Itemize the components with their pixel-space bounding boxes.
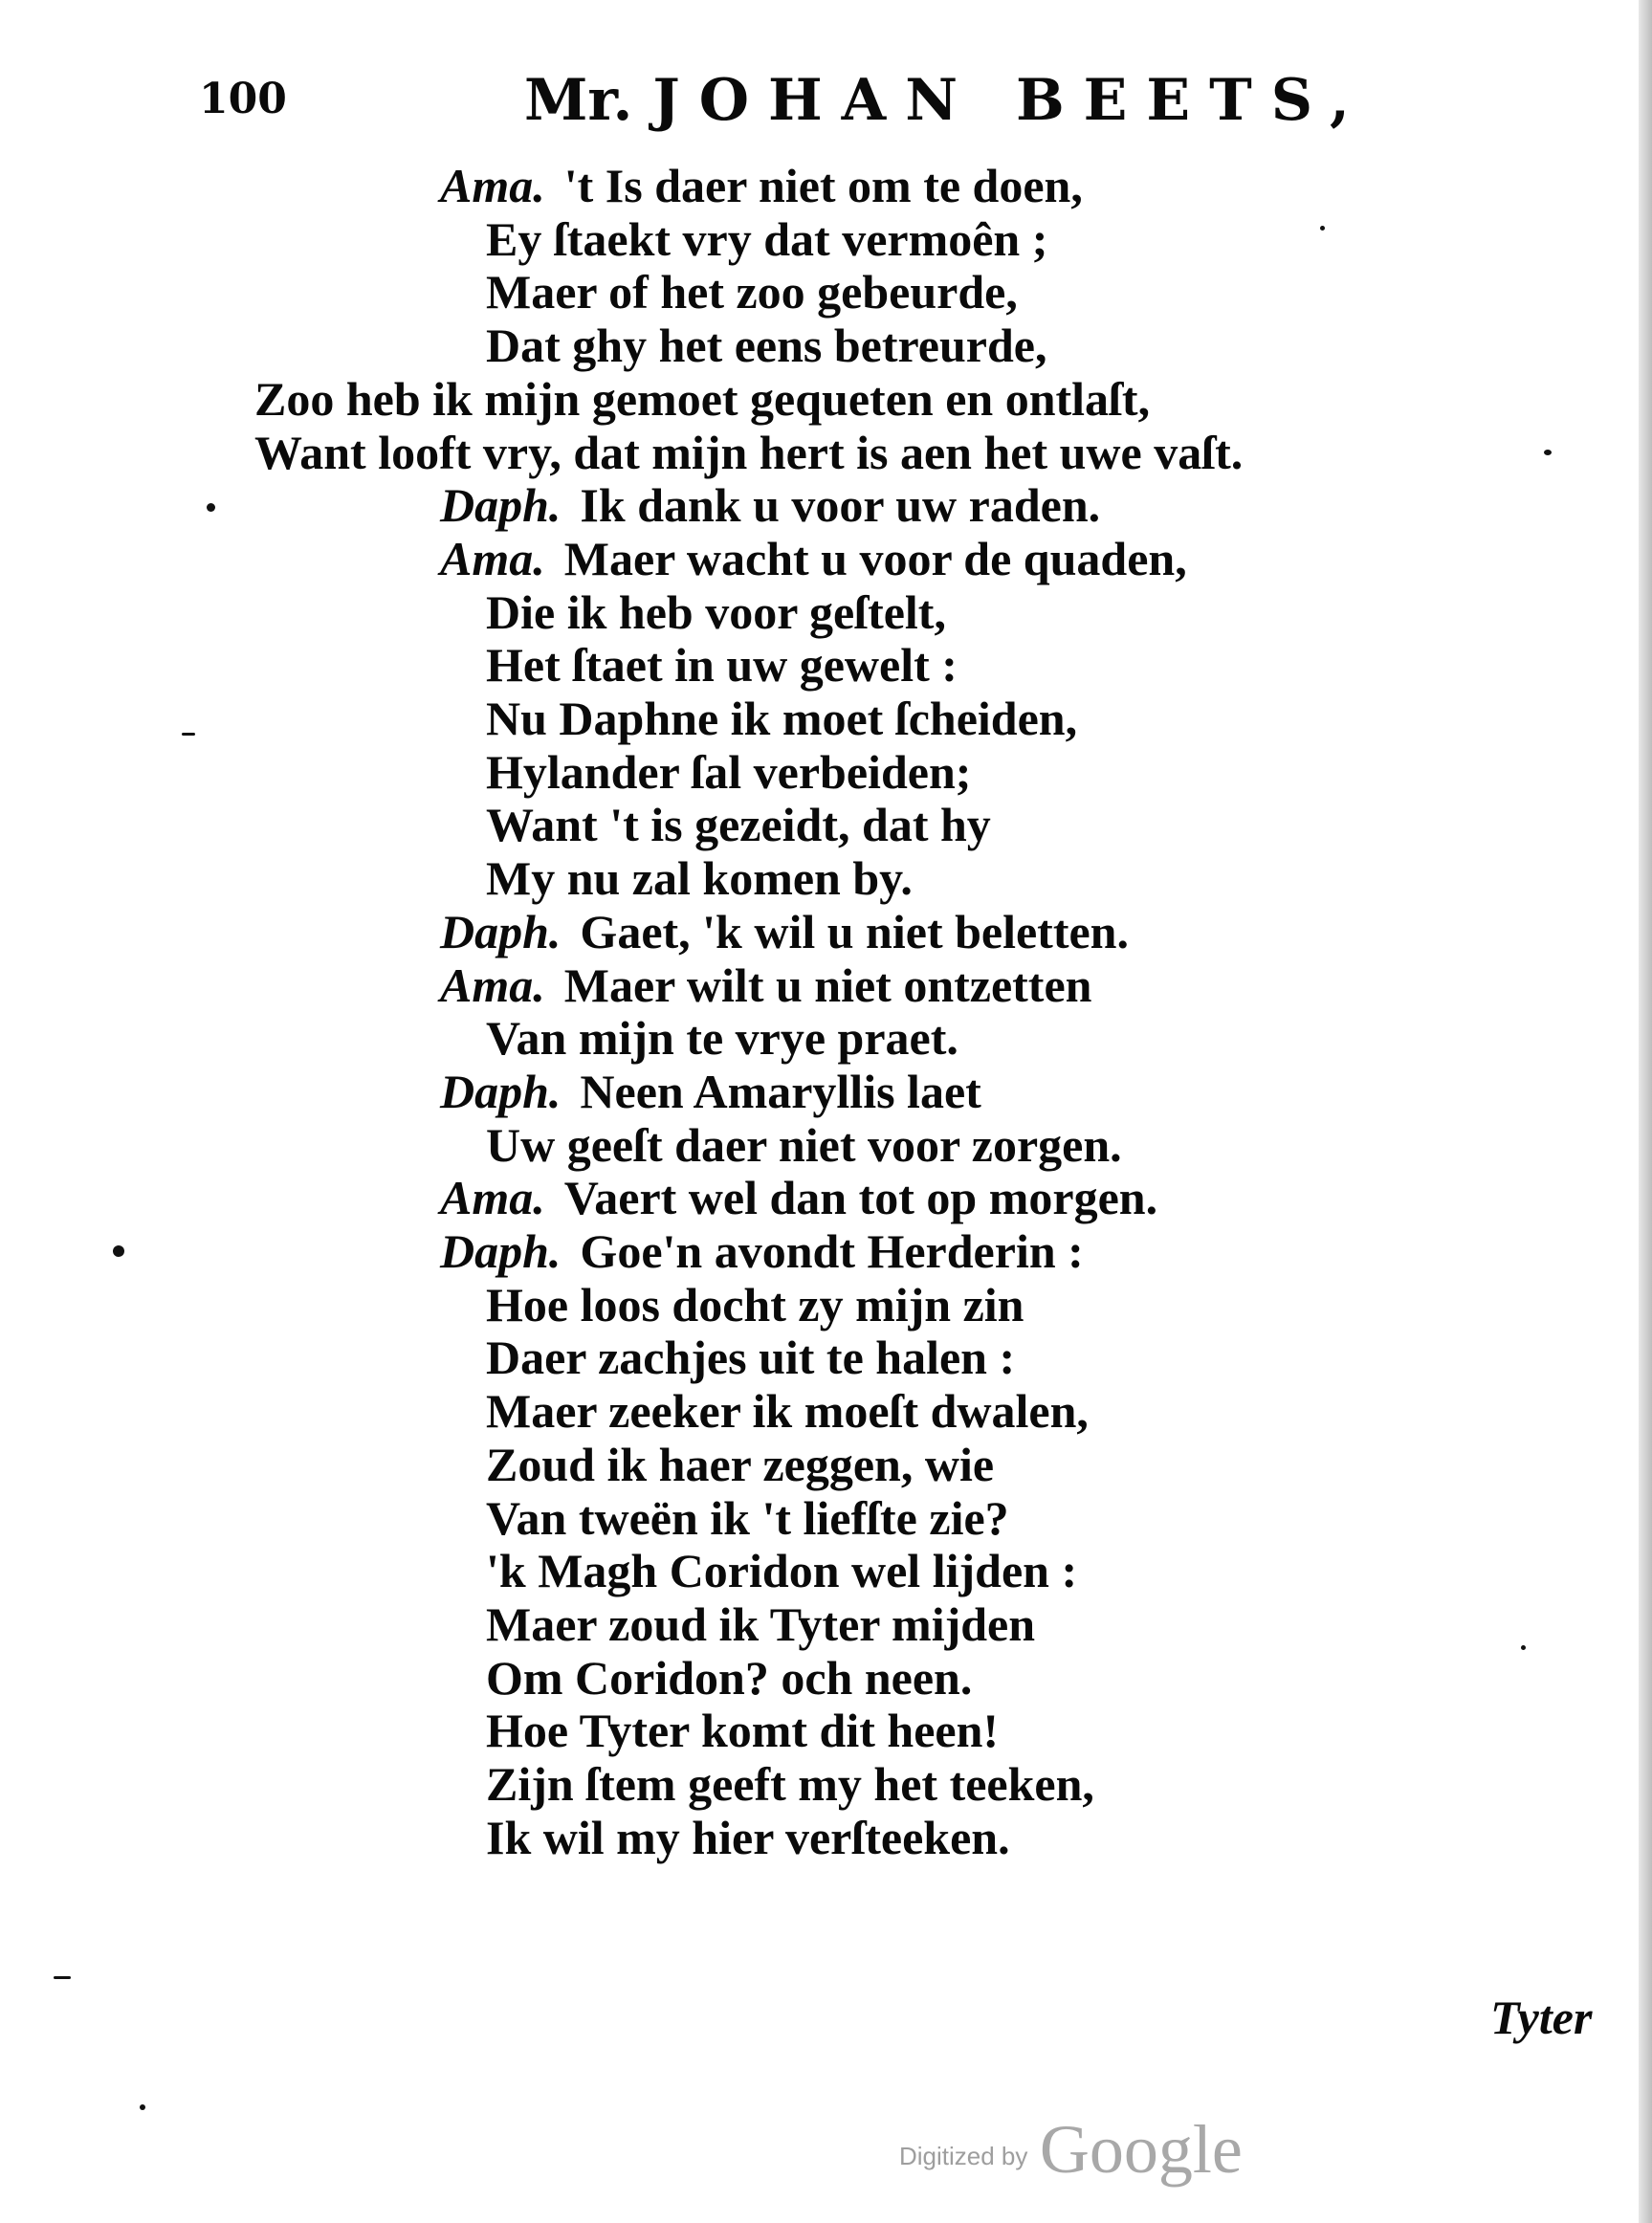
verse-text: Ik wil my hier verſteeken. xyxy=(486,1810,1010,1864)
verse-line xyxy=(486,212,1047,266)
verse-line xyxy=(440,478,1100,532)
speaker-label: Daph. xyxy=(440,1224,562,1278)
verse-text: Ey ſtaekt vry dat vermoên ; xyxy=(486,211,1048,266)
verse-text: Maer wilt u niet ontzetten xyxy=(563,957,1092,1012)
title-author: JOHAN BEETS, xyxy=(652,67,1369,134)
verse-line xyxy=(486,1597,1035,1651)
ink-speck xyxy=(54,1976,71,1979)
verse-text: Dat ghy het eens betreurde, xyxy=(486,319,1047,373)
catchword: Tyter xyxy=(1490,1991,1593,2044)
verse-text: Goe'n avondt Herderin : xyxy=(580,1224,1084,1278)
verse-line xyxy=(486,1331,1015,1384)
ink-speck xyxy=(113,1245,124,1257)
verse-line xyxy=(254,426,1243,479)
verse-text: Want 't is gezeidt, dat hy xyxy=(486,798,991,852)
verse-text: Nu Daphne ik moet ſcheiden, xyxy=(486,692,1078,745)
verse-line xyxy=(486,1011,958,1065)
verse-line xyxy=(486,319,1047,372)
verse-line xyxy=(440,532,1187,585)
verse-text: Hoe Tyter komt dit heen! xyxy=(486,1704,1000,1758)
verse-line xyxy=(486,1544,1077,1597)
verse-text: Maer zoud ik Tyter mijden xyxy=(486,1596,1036,1651)
verse-text: Daer zachjes uit te halen : xyxy=(486,1331,1016,1385)
verse-text: Zijn ſtem geeft my het teeken, xyxy=(486,1757,1094,1811)
ink-speck xyxy=(1521,1645,1526,1650)
verse-line xyxy=(486,745,971,799)
verse-line xyxy=(254,372,1150,426)
page-header xyxy=(0,67,1369,143)
verse-text: 't Is daer niet om te doen, xyxy=(563,159,1083,212)
verse-text: Zoo heb ik mijn gemoet gequeten en ontlaſt, xyxy=(254,371,1151,426)
verse-text: 'k Magh Coridon wel lijden : xyxy=(486,1544,1078,1598)
page-gutter-shadow xyxy=(1639,0,1652,2223)
verse-text: Maer zeeker ik moeſt dwalen, xyxy=(486,1384,1089,1439)
verse-text: Hylander ſal verbeiden; xyxy=(486,744,972,799)
verse-text: Uw geeſt daer niet voor zorgen. xyxy=(486,1117,1122,1172)
watermark-prefix: Digitized by xyxy=(899,2142,1028,2170)
verse-line xyxy=(440,1065,981,1118)
speaker-label: Ama. xyxy=(440,159,545,212)
verse-text: Want looft vry, dat mijn hert is aen het uwe vaſt. xyxy=(254,425,1244,479)
verse-line xyxy=(440,159,1083,212)
verse-text: Zoud ik haer zeggen, wie xyxy=(486,1437,995,1491)
speaker-label: Ama. xyxy=(440,531,545,585)
verse-text: Vaert wel dan tot op morgen. xyxy=(563,1171,1158,1225)
verse-text: Die ik heb voor geſtelt, xyxy=(486,584,946,639)
verse-text: Maer wacht u voor de quaden, xyxy=(563,531,1187,585)
verse-line xyxy=(440,1171,1157,1224)
page-number: 100 xyxy=(199,75,287,123)
ink-speck xyxy=(1544,450,1552,455)
verse-line xyxy=(486,1811,1010,1864)
ink-speck xyxy=(182,733,195,736)
speaker-label: Daph. xyxy=(440,478,562,533)
ink-speck xyxy=(140,2104,145,2110)
verse-line xyxy=(486,692,1077,745)
verse-text: Het ſtaet in uw gewelt : xyxy=(486,638,958,693)
ink-speck xyxy=(207,503,215,512)
verse-line xyxy=(486,851,913,905)
digitized-by-watermark xyxy=(899,2110,1243,2190)
speaker-label: Ama. xyxy=(440,1171,545,1225)
verse-text: Ik dank u voor uw raden. xyxy=(580,478,1101,533)
verse-line xyxy=(486,265,1018,319)
running-title xyxy=(524,67,1369,134)
verse-text: Van mijn te vrye praet. xyxy=(486,1011,958,1066)
verse-text: Van tweën ik 't liefſte zie? xyxy=(486,1490,1009,1545)
ink-speck xyxy=(1320,226,1325,231)
verse-line xyxy=(486,1384,1089,1438)
verse-text: Neen Amaryllis laet xyxy=(580,1064,981,1118)
verse-text: Hoe loos docht zy mijn zin xyxy=(486,1277,1024,1332)
watermark-brand: Google xyxy=(1039,2111,1243,2188)
speaker-label: Daph. xyxy=(440,1064,562,1118)
verse-line xyxy=(486,1491,1009,1545)
verse-line xyxy=(486,1757,1094,1811)
verse-line xyxy=(440,958,1091,1012)
speaker-label: Ama. xyxy=(440,957,545,1012)
verse-line xyxy=(440,905,1129,958)
verse-line xyxy=(486,798,991,851)
verse-line xyxy=(486,1118,1122,1172)
verse-text: Gaet, 'k wil u niet beletten. xyxy=(580,904,1129,958)
verse-line xyxy=(440,1224,1084,1278)
verse-line xyxy=(486,1651,972,1705)
speaker-label: Daph. xyxy=(440,904,562,958)
verse-line xyxy=(486,1438,994,1491)
verse-line xyxy=(486,638,958,692)
verse-text: Om Coridon? och neen. xyxy=(486,1650,973,1705)
title-prefix: Mr. xyxy=(524,67,633,134)
verse-line xyxy=(486,585,946,639)
verse-text: My nu zal komen by. xyxy=(486,851,913,906)
verse-line xyxy=(486,1704,999,1757)
verse-line xyxy=(486,1278,1024,1332)
verse-text: Maer of het zoo gebeurde, xyxy=(486,265,1018,319)
